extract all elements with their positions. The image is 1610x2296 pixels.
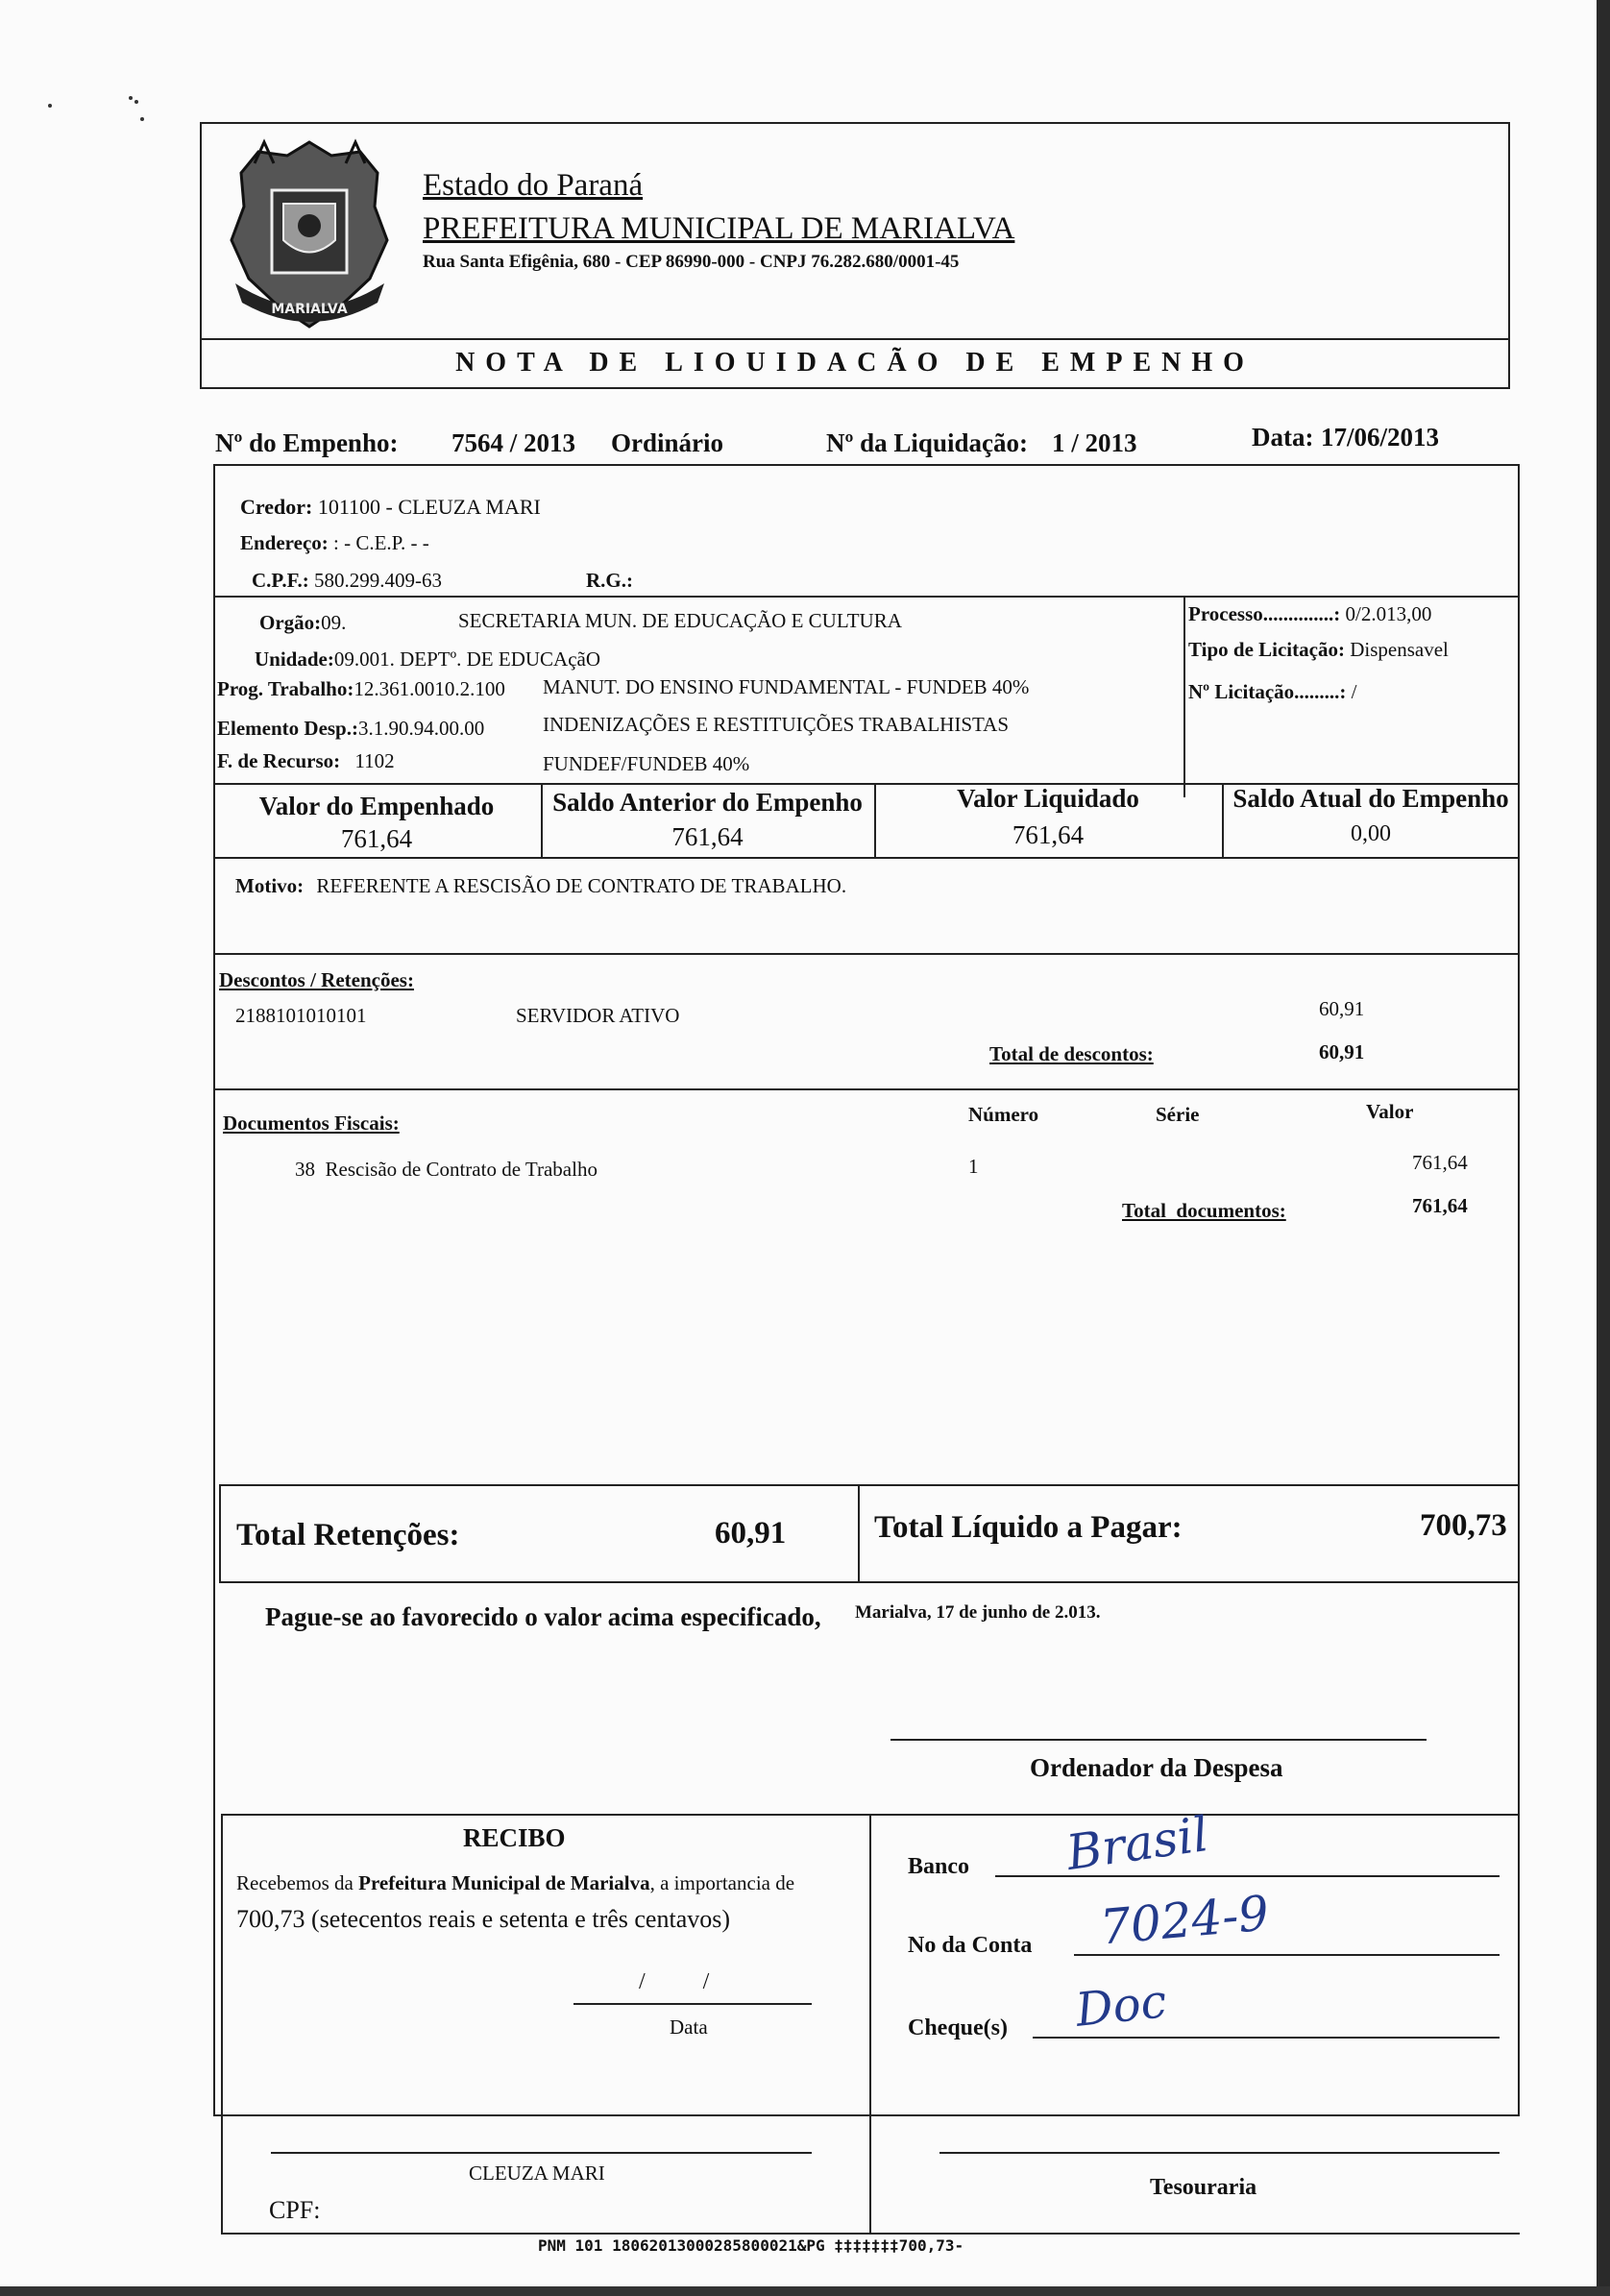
- body-frame: [213, 464, 1520, 2116]
- header-divider: [200, 338, 1510, 340]
- processo-row: [1188, 602, 1431, 626]
- licitacao-label: Nº Licitação.........:: [1188, 680, 1347, 703]
- municipal-seal: [216, 134, 403, 336]
- descontos-title: Descontos / Retenções:: [219, 968, 414, 991]
- tesouraria-label: Tesouraria: [1150, 2175, 1257, 2200]
- orcamento-divider: [1183, 596, 1185, 797]
- saldo-anterior-label: Saldo Anterior do Empenho: [552, 788, 863, 817]
- empenhado-label: Valor do Empenhado: [258, 792, 495, 820]
- endereco-label: Endereço:: [240, 531, 329, 554]
- empenhado-value: 761,64: [340, 824, 413, 853]
- recurso-row: [217, 749, 395, 773]
- line-motivo: [213, 953, 1520, 955]
- processo-label: Processo..............:: [1188, 602, 1341, 625]
- recibo-title: RECIBO: [463, 1823, 566, 1852]
- unidade-label: Unidade:: [255, 647, 334, 671]
- elemento-row: [217, 717, 484, 741]
- place-date: Marialva, 17 de junho de 2.013.: [855, 1602, 1101, 1623]
- credor-value: 101100 - CLEUZA MARI: [317, 495, 541, 519]
- licitacao-row: [1188, 680, 1357, 704]
- ordenador-sign-line: [890, 1739, 1427, 1741]
- motivo-label: Motivo:: [235, 874, 305, 897]
- rg-label: R.G.:: [586, 569, 633, 592]
- total-retencoes-value: 60,91: [715, 1516, 787, 1551]
- state-title: Estado do Paraná: [423, 168, 644, 203]
- total-descontos-label: Total de descontos:: [989, 1042, 1154, 1065]
- banco-handwritten: Brasil: [1062, 1805, 1212, 1882]
- total-documentos-value: 761,64: [1412, 1194, 1468, 1217]
- liquidado-label: Valor Liquidado: [957, 784, 1139, 813]
- total-retencoes-label: Total Retenções:: [236, 1518, 460, 1552]
- recibo-sign-line: [271, 2152, 812, 2154]
- motivo-row: [235, 874, 846, 898]
- saldo-anterior-value: 761,64: [671, 822, 744, 851]
- date-value: 17/06/2013: [1321, 423, 1440, 452]
- recibo-line-1-pre: Recebemos da: [236, 1871, 359, 1894]
- totais-divider: [858, 1484, 860, 1582]
- documentos-title: Documentos Fiscais:: [223, 1111, 400, 1135]
- scan-bottom-edge: [0, 2286, 1610, 2296]
- cpf-label: C.P.F.:: [252, 569, 309, 592]
- banco-label: Banco: [908, 1854, 970, 1879]
- header-address: Rua Santa Efigênia, 680 - CEP 86990-000 - CNPJ 76.282.680/0001-45: [423, 252, 960, 272]
- tipo-licitacao-row: [1188, 638, 1449, 662]
- orgao-row: [259, 611, 346, 635]
- recurso-label: F. de Recurso:: [217, 749, 341, 772]
- documento-desc: 38 Rescisão de Contrato de Trabalho: [295, 1158, 598, 1181]
- saldo-atual-value: 0,00: [1351, 821, 1391, 846]
- recibo-signer: CLEUZA MARI: [469, 2162, 605, 2185]
- orgao-label: Orgão:: [259, 611, 322, 634]
- line-totais-bottom: [219, 1581, 1520, 1583]
- tesouraria-sign-line: [939, 2152, 1500, 2154]
- recibo-left: [221, 1814, 223, 2234]
- credor-row: [240, 495, 541, 520]
- tipo-licitacao-value: Dispensavel: [1350, 638, 1449, 661]
- recibo-date-line: [573, 2003, 812, 2005]
- recibo-date-slashes: / /: [639, 1969, 710, 1994]
- municipality-title: PREFEITURA MUNICIPAL DE MARIALVA: [423, 211, 1015, 246]
- empenho-number: 7564 / 2013: [451, 428, 576, 457]
- elemento-code: 3.1.90.94.00.00: [357, 717, 485, 740]
- cheque-label: Cheque(s): [908, 2015, 1009, 2040]
- recibo-line-1-post: , a importancia de: [649, 1871, 795, 1894]
- col-numero: Número: [968, 1103, 1039, 1126]
- recibo-date-label: Data: [670, 2015, 708, 2039]
- endereco-value: : - C.E.P. - -: [333, 531, 429, 554]
- document-title: NOTA DE LIOUIDACÃO DE EMPENHO: [455, 348, 1255, 378]
- documento-valor: 761,64: [1412, 1151, 1468, 1174]
- totais-left: [219, 1484, 221, 1582]
- empenho-type: Ordinário: [611, 428, 724, 457]
- conta-line: [1074, 1954, 1500, 1956]
- total-liquido-label: Total Líquido a Pagar:: [874, 1510, 1183, 1545]
- recurso-code: 1102: [354, 749, 395, 772]
- prog-code: 12.361.0010.2.100: [354, 677, 505, 700]
- line-descontos: [213, 1088, 1520, 1090]
- liquidacao-number: 1 / 2013: [1052, 428, 1137, 457]
- line-top-body: [213, 464, 1520, 466]
- empenho-label: Nº do Empenho:: [215, 428, 399, 457]
- line-recibo-bottom: [221, 2233, 1520, 2235]
- cpf-row: [252, 569, 442, 593]
- col-valor: Valor: [1366, 1100, 1414, 1123]
- motivo-value: REFERENTE A RESCISÃO DE CONTRATO DE TRABALHO.: [316, 874, 847, 897]
- scan-edge: [1597, 0, 1610, 2296]
- elemento-name: INDENIZAÇÕES E RESTITUIÇÕES TRABALHISTAS: [543, 713, 1010, 736]
- total-liquido-value: 700,73: [1420, 1508, 1507, 1543]
- date-label: Data:: [1252, 423, 1314, 452]
- prog-label: Prog. Trabalho:: [217, 677, 354, 700]
- liquidacao-label: Nº da Liquidação:: [826, 428, 1028, 457]
- conta-handwritten: 7024-9: [1097, 1885, 1272, 1956]
- orgao-code: 09.: [321, 611, 347, 634]
- total-descontos-value: 60,91: [1319, 1040, 1365, 1063]
- conta-label: No da Conta: [908, 1933, 1033, 1958]
- saldo-atual-label: Saldo Atual do Empenho: [1232, 784, 1509, 813]
- tipo-licitacao-label: Tipo de Licitação:: [1188, 638, 1345, 661]
- recibo-line-1-bold: Prefeitura Municipal de Marialva: [358, 1871, 650, 1894]
- recurso-name: FUNDEF/FUNDEB 40%: [543, 752, 750, 775]
- recibo-line-2: 700,73 (setecentos reais e setenta e três centavos): [236, 1905, 731, 1933]
- cpf-value: 580.299.409-63: [313, 569, 442, 592]
- ordenador-label: Ordenador da Despesa: [1030, 1753, 1283, 1782]
- orgao-name: SECRETARIA MUN. DE EDUCAÇÃO E CULTURA: [458, 609, 902, 632]
- endereco-row: [240, 531, 429, 555]
- prog-row: [217, 677, 505, 701]
- line-valores-bottom: [213, 857, 1520, 859]
- processo-value: 0/2.013,00: [1345, 602, 1432, 625]
- cheque-line: [1033, 2037, 1500, 2039]
- recibo-cpf-label: CPF:: [269, 2196, 321, 2224]
- total-documentos-label: Total documentos:: [1122, 1199, 1286, 1222]
- licitacao-value: /: [1351, 680, 1357, 703]
- unidade-value: 09.001. DEPTº. DE EDUCAçãO: [333, 647, 601, 671]
- cheque-handwritten: Doc: [1073, 1974, 1169, 2038]
- line-totais-top: [219, 1484, 1520, 1486]
- recibo-divider: [869, 1814, 871, 2234]
- desconto-code: 2188101010101: [235, 1004, 367, 1027]
- col-serie: Série: [1156, 1103, 1200, 1126]
- documento-numero: 1: [968, 1155, 979, 1178]
- prog-name: MANUT. DO ENSINO FUNDAMENTAL - FUNDEB 40%: [543, 675, 1030, 698]
- unidade-row: [255, 647, 600, 672]
- elemento-label: Elemento Desp.:: [217, 717, 358, 740]
- footer-code: PNM 101 18062013000285800021&PG ‡‡‡‡‡‡‡700,73-: [538, 2236, 964, 2255]
- scan-marks: [46, 88, 152, 127]
- liquidado-value: 761,64: [1012, 820, 1085, 849]
- line-credor: [213, 596, 1520, 598]
- pague-se-text: Pague-se ao favorecido o valor acima especificado,: [265, 1602, 821, 1631]
- credor-label: Credor:: [240, 495, 313, 519]
- desconto-desc: SERVIDOR ATIVO: [516, 1004, 680, 1027]
- recibo-line-1: [236, 1871, 794, 1895]
- svg-text:MARIALVA: MARIALVA: [271, 302, 348, 317]
- desconto-value: 60,91: [1319, 997, 1365, 1020]
